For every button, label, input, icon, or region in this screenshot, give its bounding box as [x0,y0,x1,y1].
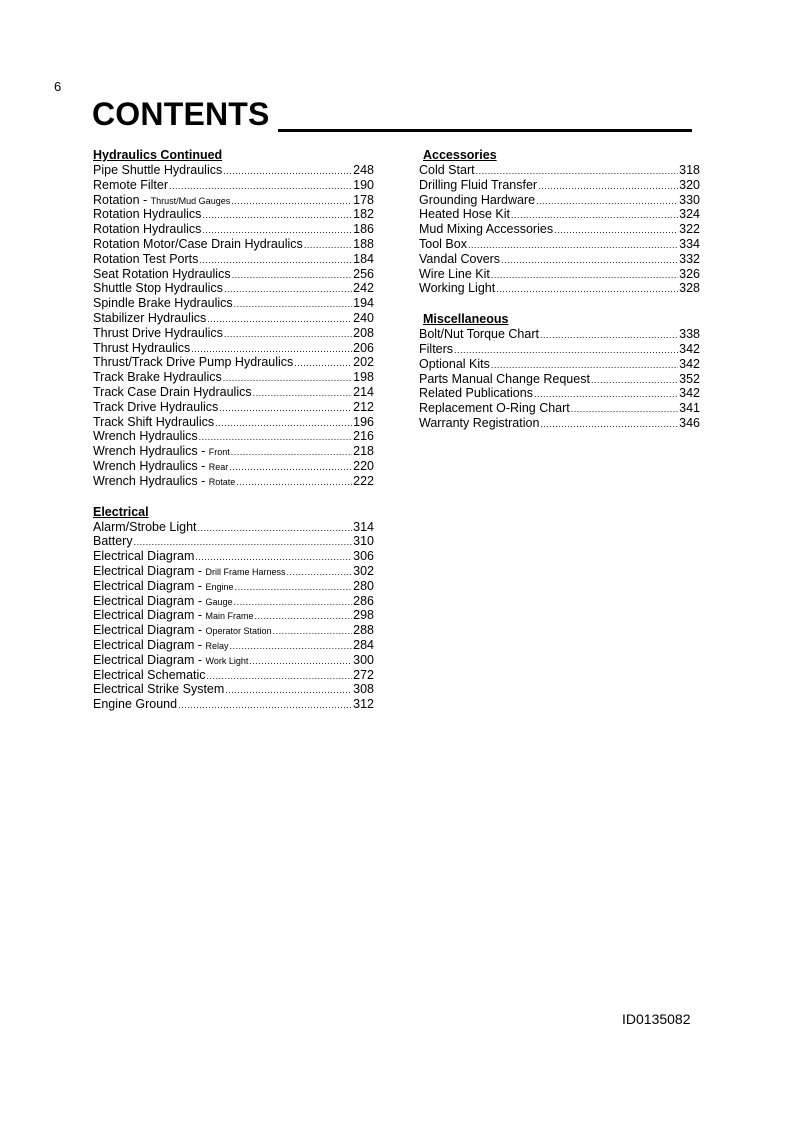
entry-subtitle: Rear [208,461,229,472]
entry-label [93,474,235,490]
entry-label [93,341,190,356]
entry-subtitle: Rotate [208,476,236,487]
entry-label [93,653,248,669]
contents-entry[interactable] [93,623,374,638]
entry-title: Pipe Shuttle Hydraulics [93,163,223,177]
contents-entry[interactable] [93,252,374,267]
entry-page-number: 214 [353,384,374,399]
document-id: ID0135082 [622,1011,691,1027]
entry-label [93,444,230,460]
contents-entry[interactable] [93,668,374,683]
contents-entry[interactable] [419,193,700,208]
dot-leader [273,624,353,639]
entry-page-number: 341 [679,401,700,416]
entry-label [419,342,453,357]
entry-title: Related Publications [419,386,533,401]
dot-leader [219,401,352,416]
entry-label [419,237,467,252]
entry-page-number: 300 [353,652,374,667]
dot-leader [229,460,352,475]
dot-leader [232,268,353,283]
entry-page-number: 342 [679,386,700,401]
dot-leader [223,164,352,179]
entry-page-number: 324 [679,207,700,222]
contents-entry[interactable] [419,267,700,282]
entry-title: Electrical Schematic [93,667,206,682]
dot-leader [236,475,352,490]
entry-title: Electrical Strike System [93,682,225,697]
contents-section [419,148,700,296]
entry-page-number: 342 [679,356,700,371]
contents-entry[interactable] [93,459,374,474]
entry-title: Bolt/Nut Torque Chart [419,327,539,342]
entry-page-number: 206 [353,340,374,355]
entry-label [93,178,168,193]
contents-entry[interactable] [93,415,374,430]
dot-leader [496,282,678,297]
entry-page-number: 208 [353,325,374,340]
dot-leader [169,179,352,194]
entry-label [419,222,553,237]
contents-entry[interactable] [93,222,374,237]
contents-entry[interactable] [419,401,700,416]
entry-title: Wrench Hydraulics [93,429,198,444]
dot-leader [540,328,678,343]
contents-entry[interactable] [93,355,374,370]
section-heading: Accessories [423,148,497,162]
entry-title: Wire Line Kit [419,266,490,281]
entry-title: Rotation Test Ports [93,251,199,266]
entry-label [93,579,234,595]
entry-title: Wrench Hydraulics - [93,444,209,459]
dot-leader [195,550,352,565]
dot-leader [294,356,352,371]
contents-section [93,505,374,712]
dot-leader [207,312,352,327]
entry-label [419,193,535,208]
entry-subtitle: Main Frame [205,611,254,622]
contents-entry[interactable] [419,222,700,237]
entry-label [419,267,490,282]
contents-entry[interactable] [93,653,374,668]
entry-title: Optional Kits [419,356,490,371]
entry-label [93,400,218,415]
dot-leader [536,194,678,209]
entry-label [419,416,539,431]
entry-title: Remote Filter [93,177,169,192]
contents-entry[interactable] [93,267,374,282]
entry-subtitle: Engine [205,581,234,592]
entry-page-number: 288 [353,623,374,638]
entry-title: Grounding Hardware [419,192,536,207]
contents-entry[interactable] [93,178,374,193]
entry-title: Wrench Hydraulics - [93,458,209,473]
entry-title: Track Drive Hydraulics [93,399,219,414]
dot-leader [225,683,352,698]
dot-leader [134,535,353,550]
entry-page-number: 326 [679,266,700,281]
entry-label [419,252,500,267]
entry-label [419,401,570,416]
section-heading: Miscellaneous [423,312,509,327]
contents-entry[interactable] [419,327,700,342]
entry-page-number: 248 [353,163,374,177]
entry-label [419,178,537,193]
entry-title: Parts Manual Change Request [419,371,590,386]
dot-leader [231,445,352,460]
entry-title: Electrical Diagram - [93,578,206,593]
entry-page-number: 182 [353,207,374,222]
entry-page-number: 186 [353,222,374,237]
entry-label [93,594,233,610]
entry-page-number: 346 [679,415,700,430]
entry-page-number: 334 [679,236,700,251]
entry-subtitle: Thrust/Mud Gauges [150,195,231,206]
entry-label [93,267,231,282]
entry-label [93,207,201,222]
contents-entry[interactable] [419,163,700,178]
dot-leader [491,268,678,283]
entry-page-number: 280 [353,578,374,593]
contents-entry[interactable] [93,207,374,222]
entry-page-number: 342 [679,341,700,356]
entry-subtitle: Work Light [205,655,249,666]
entry-page-number: 328 [679,281,700,296]
contents-entry[interactable] [419,416,700,431]
entry-label [419,386,533,401]
contents-entry[interactable] [93,534,374,549]
entry-page-number: 284 [353,637,374,652]
entry-page-number: 190 [353,177,374,192]
contents-title-block [92,96,692,136]
dot-leader [540,417,678,432]
contents-section [419,312,700,431]
entry-subtitle: Relay [205,640,229,651]
entry-label [419,207,510,222]
dot-leader [223,371,352,386]
entry-label [93,668,206,683]
entry-label [93,311,206,326]
contents-entry[interactable] [419,342,700,357]
dot-leader [476,164,679,179]
entry-label [419,281,495,296]
dot-leader [501,253,678,268]
entry-title: Stabilizer Hydraulics [93,310,207,325]
contents-entry[interactable] [93,385,374,400]
entry-title: Track Shift Hydraulics [93,414,215,429]
entry-title: Drilling Fluid Transfer [419,177,538,192]
entry-page-number: 272 [353,667,374,682]
dot-leader [198,521,353,536]
entry-title: Alarm/Strobe Light [93,519,197,534]
entry-label [419,357,490,372]
contents-entry[interactable] [93,638,374,653]
entry-page-number: 330 [679,192,700,207]
contents-section [93,148,374,489]
entry-page-number: 256 [353,266,374,281]
contents-entry[interactable] [93,341,374,356]
contents-entry[interactable] [93,400,374,415]
entry-page-number: 184 [353,251,374,266]
entry-title: Spindle Brake Hydraulics [93,296,233,311]
entry-page-number: 312 [353,697,374,712]
entry-page-number: 302 [353,563,374,578]
entry-title: Warranty Registration [419,415,540,430]
contents-entry[interactable] [93,237,374,252]
entry-title: Thrust Drive Hydraulics [93,325,223,340]
dot-leader [591,373,678,388]
title-underline-rule [278,129,692,132]
entry-page-number: 194 [353,296,374,311]
entry-title: Track Case Drain Hydraulics [93,384,252,399]
contents-entry[interactable] [93,697,374,712]
page-title: CONTENTS [92,96,270,132]
dot-leader [202,223,352,238]
dot-leader [249,654,352,669]
entry-title: Thrust/Track Drive Pump Hydraulics [93,355,294,370]
entry-page-number: 178 [353,192,374,207]
dot-leader [511,208,678,223]
entry-page-number: 212 [353,399,374,414]
dot-leader [468,238,678,253]
entry-label [93,415,214,430]
entry-label [93,682,224,697]
entry-label [93,252,198,267]
entry-title: Heated Hose Kit [419,207,511,222]
dot-leader [231,194,352,209]
dot-leader [454,343,678,358]
contents-entry[interactable] [93,608,374,623]
entry-page-number: 196 [353,414,374,429]
entry-subtitle: Operator Station [205,626,272,637]
entry-page-number: 198 [353,370,374,385]
page-number: 6 [54,79,62,94]
contents-entry[interactable] [93,429,374,444]
entry-title: Electrical Diagram - [93,563,206,578]
dot-leader [235,580,353,595]
contents-entry[interactable] [419,386,700,401]
entry-page-number: 338 [679,327,700,342]
contents-entry[interactable] [93,296,374,311]
contents-entry[interactable] [93,549,374,564]
contents-entry[interactable] [93,564,374,579]
entry-page-number: 308 [353,682,374,697]
dot-leader [304,238,352,253]
entry-label [93,429,198,444]
entry-title: Electrical Diagram - [93,623,206,638]
dot-leader [215,416,352,431]
dot-leader [178,698,352,713]
dot-leader [287,565,353,580]
entry-page-number: 310 [353,534,374,549]
dot-leader [230,639,353,654]
dot-leader [202,208,352,223]
entry-label [93,237,303,252]
entry-page-number: 220 [353,458,374,473]
entry-label [93,608,254,624]
entry-title: Electrical Diagram - [93,637,206,652]
contents-entry[interactable] [93,594,374,609]
contents-entry[interactable] [419,372,700,387]
dot-leader [255,609,353,624]
entry-title: Track Brake Hydraulics [93,370,222,385]
dot-leader [224,327,352,342]
entry-page-number: 202 [353,355,374,370]
entry-label [93,296,233,311]
entry-label [93,385,252,400]
dot-leader [191,342,352,357]
contents-entry[interactable] [419,207,700,222]
contents-entry[interactable] [419,178,700,193]
contents-entry[interactable] [419,357,700,372]
dot-leader [534,387,678,402]
entry-page-number: 218 [353,444,374,459]
dot-leader [207,669,353,684]
contents-entry[interactable] [419,237,700,252]
dot-leader [199,253,352,268]
dot-leader [491,358,678,373]
entry-page-number: 318 [679,163,700,177]
entry-title: Seat Rotation Hydraulics [93,266,231,281]
entry-label [93,459,228,475]
entry-title: Rotation Motor/Case Drain Hydraulics [93,236,303,251]
entry-page-number: 188 [353,236,374,251]
entry-label [93,355,293,370]
left-contents-column [93,148,374,728]
entry-page-number: 242 [353,281,374,296]
dot-leader [234,297,352,312]
entry-title: Filters [419,341,454,356]
entry-label [93,370,222,385]
entry-title: Electrical Diagram [93,549,195,564]
contents-entry[interactable] [93,311,374,326]
entry-label [93,193,230,209]
entry-page-number: 298 [353,608,374,623]
entry-subtitle: Gauge [205,596,233,607]
contents-entry[interactable] [93,579,374,594]
dot-leader [253,386,353,401]
entry-title: Thrust Hydraulics [93,340,191,355]
entry-label [93,222,201,237]
entry-title: Cold Start [419,163,475,177]
entry-title: Rotation Hydraulics [93,222,202,237]
entry-title: Shuttle Stop Hydraulics [93,281,223,296]
entry-label [419,372,590,387]
contents-entry[interactable] [93,326,374,341]
dot-leader [199,430,352,445]
contents-entry[interactable] [93,370,374,385]
entry-page-number: 286 [353,593,374,608]
dot-leader [538,179,678,194]
entry-title: Rotation Hydraulics [93,207,202,222]
entry-title: Mud Mixing Accessories [419,222,554,237]
contents-entry[interactable] [93,474,374,489]
entry-label [93,549,194,564]
entry-page-number: 332 [679,251,700,266]
contents-entry[interactable] [93,193,374,208]
entry-label [93,623,272,639]
section-heading: Electrical [93,504,149,519]
entry-title: Vandal Covers [419,251,501,266]
entry-label [419,163,475,178]
entry-title: Replacement O-Ring Chart [419,401,570,416]
entry-title: Wrench Hydraulics - [93,473,209,488]
entry-label [93,520,197,535]
entry-label [93,534,133,549]
entry-title: Tool Box [419,236,467,251]
entry-page-number: 240 [353,310,374,325]
entry-title: Working Light [419,281,496,296]
entry-title: Electrical Diagram - [93,652,206,667]
contents-entry[interactable] [93,682,374,697]
entry-title: Electrical Diagram - [93,593,206,608]
contents-entry[interactable] [419,252,700,267]
entry-page-number: 314 [353,519,374,534]
dot-leader [554,223,678,238]
dot-leader [571,402,678,417]
entry-page-number: 320 [679,177,700,192]
entry-page-number: 222 [353,473,374,488]
entry-page-number: 322 [679,222,700,237]
entry-subtitle: Drill Frame Harness [205,566,286,577]
right-contents-column [419,148,700,447]
entry-label [93,564,286,580]
contents-entry[interactable] [93,163,374,178]
entry-title: Battery [93,534,133,549]
contents-entry[interactable] [93,444,374,459]
dot-leader [224,282,352,297]
contents-entry[interactable] [93,520,374,535]
entry-label [93,163,222,178]
entry-title: Engine Ground [93,697,178,712]
entry-label [93,326,223,341]
entry-page-number: 352 [679,371,700,386]
section-heading: Hydraulics Continued [93,148,223,162]
entry-label [93,281,223,296]
contents-entry[interactable] [93,281,374,296]
entry-subtitle: Front [208,447,230,458]
entry-label [419,327,539,342]
contents-entry[interactable] [419,281,700,296]
entry-title: Electrical Diagram - [93,608,206,623]
entry-page-number: 216 [353,429,374,444]
dot-leader [234,595,353,610]
entry-title: Rotation - [93,192,151,207]
entry-label [93,697,177,712]
entry-page-number: 306 [353,549,374,564]
entry-label [93,638,229,654]
